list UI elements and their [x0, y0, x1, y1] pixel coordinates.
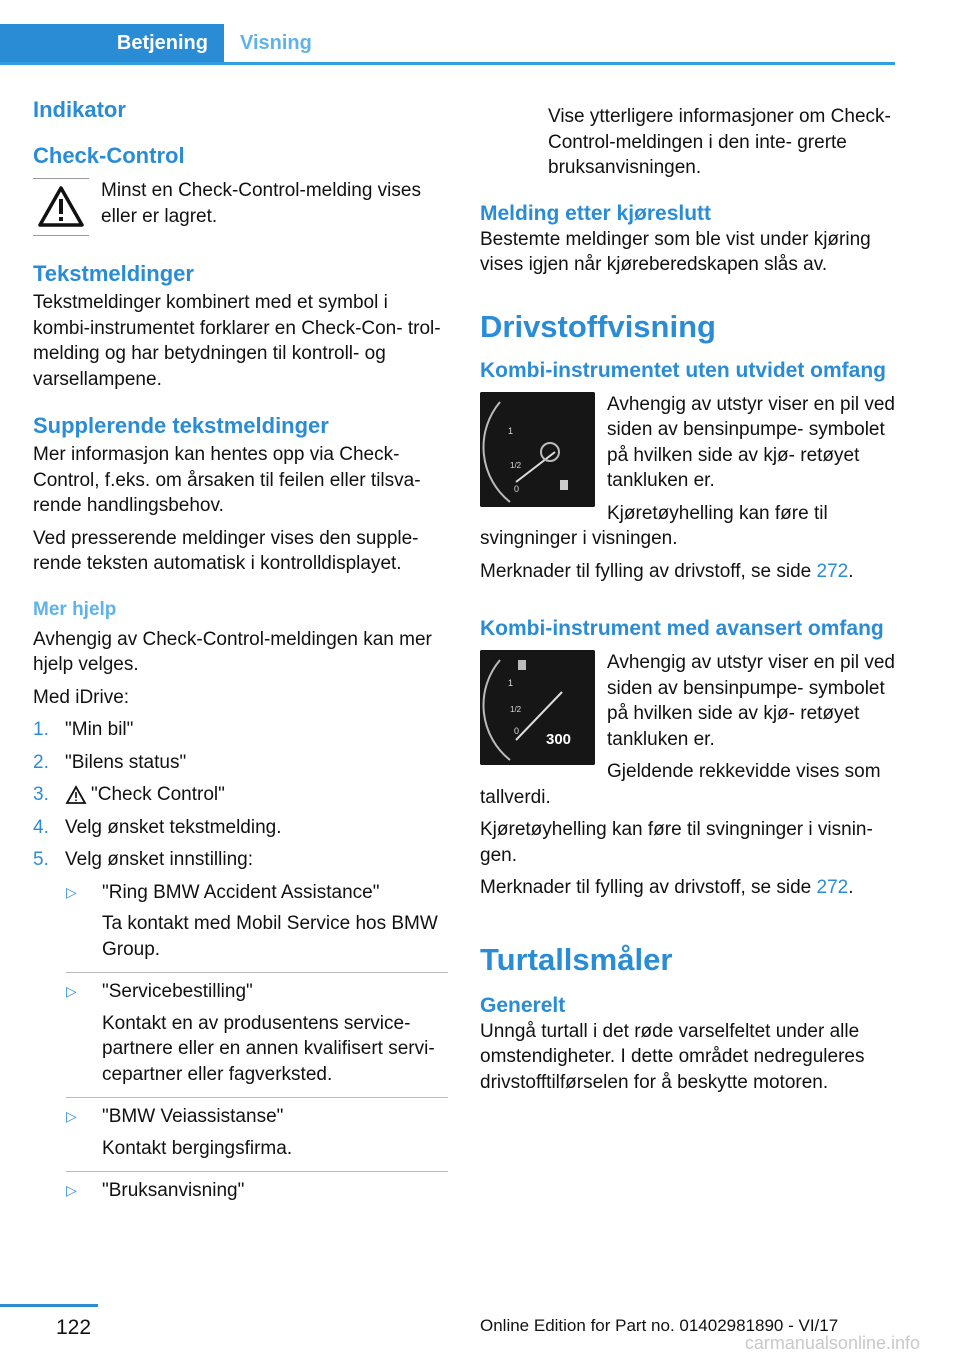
step-number: 1.	[33, 719, 49, 740]
option-desc: Kontakt bergingsfirma.	[102, 1137, 293, 1159]
step-text: "Check Control"	[91, 784, 225, 805]
warning-small-icon	[65, 785, 87, 805]
tekstmeldinger-text: Tekstmeldinger kombinert med et symbol i kombi-instrumentet forklarer en Check-Con- trol-melding og har betydningen til kontroll- og varsellampene.	[33, 292, 441, 390]
option-item	[33, 880, 448, 969]
supplerende-text-1: Mer informasjon kan hentes opp via Check- Control, f.eks. om årsaken til feilen eller tilsva- rende handlingsbehov.	[33, 444, 421, 516]
option-desc: Kontakt en av produsentens service- partnere eller en annen kvalifisert servi- cepartner eller fagverksted.	[102, 1012, 435, 1085]
heading-mer-hjelp: Mer hjelp	[33, 598, 117, 620]
note-text: .	[848, 560, 854, 582]
option-item	[33, 1104, 448, 1167]
heading-turtallsmaler: Turtallsmåler	[480, 941, 673, 977]
heading-generelt: Generelt	[480, 993, 566, 1017]
option-list	[33, 880, 448, 1210]
footer-rule	[0, 1304, 98, 1307]
heading-tekstmeldinger: Tekstmeldinger	[33, 261, 194, 286]
heading-supplerende: Supplerende tekstmeldinger	[33, 413, 329, 438]
check-control-block	[33, 178, 448, 236]
kombi2-note	[480, 875, 895, 901]
step-text: Velg ønsket innstilling:	[65, 849, 253, 870]
kombi2-text-3: Kjøretøyhelling kan føre til svingninger i visnin- gen.	[480, 819, 873, 866]
gauge-label: 1/2	[510, 705, 522, 714]
triangle-bullet-icon: ▷	[66, 1182, 77, 1198]
step-item	[33, 750, 448, 776]
left-column	[33, 96, 448, 1210]
step-item	[33, 782, 448, 808]
divider	[66, 1097, 448, 1098]
heading-melding-etter-kjoreslutt: Melding etter kjøreslutt	[480, 201, 712, 225]
option-title: "BMW Veiassistanse"	[102, 1106, 284, 1127]
step-number: 2.	[33, 751, 49, 773]
divider	[66, 1171, 448, 1172]
gauge-label: 1	[508, 678, 514, 688]
page-number: 122	[56, 1316, 92, 1339]
heading-kombi-avansert: Kombi-instrument med avansert omfang	[480, 617, 884, 640]
gauge-label: 1	[508, 425, 514, 436]
range-value: 300	[546, 731, 572, 748]
generelt-text: Unngå turtall i det røde varselfeltet under alle omstendigheter. I dette området nedreguleres drivstofftilførselen for å beskytte motoren.	[480, 1020, 865, 1093]
continued-text: Vise ytterligere informasjoner om Check-Control-meldingen i den inte- grerte bruksanvisningen.	[548, 106, 891, 178]
warning-triangle-icon	[33, 178, 89, 236]
idrive-steps	[33, 717, 448, 873]
kombi2-text-1: Avhengig av utstyr viser en pil ved siden av bensinpumpe- symbolet på hvilken side av kjø- retøyet tankluken er.	[607, 652, 895, 750]
step-item	[33, 717, 448, 743]
supplerende-text-2: Ved presserende meldinger vises den supple- rende teksten automatisk i kontrolldisplayet.	[33, 527, 419, 574]
option-title: "Ring BMW Accident Assistance"	[102, 881, 380, 903]
note-text: .	[848, 877, 854, 898]
heading-drivstoffvisning: Drivstoffvisning	[480, 308, 716, 344]
tab-visning[interactable]: Visning	[240, 32, 312, 54]
step-text: "Min bil"	[65, 719, 134, 740]
kombi1-text-2: Kjøretøyhelling kan føre til svingninger i visningen.	[480, 502, 828, 549]
divider	[66, 972, 448, 973]
right-column	[480, 104, 895, 1102]
heading-kombi-uten-utvidet: Kombi-instrumentet uten utvidet omfang	[480, 358, 886, 382]
kombi1-text-1: Avhengig av utstyr viser en pil ved siden av bensinpumpe- symbolet på hvilken side av kjø- retøyet tankluken er.	[607, 393, 895, 491]
triangle-bullet-icon: ▷	[66, 1108, 77, 1124]
heading-indikator: Indikator	[33, 97, 126, 122]
kombi1-note	[480, 559, 895, 585]
note-text: Merknader til fylling av drivstoff, se side	[480, 877, 817, 898]
gauge-label: 1/2	[510, 460, 522, 470]
option-desc: Ta kontakt med Mobil Service hos BMW Group.	[102, 913, 438, 960]
gauge-label: 0	[514, 726, 520, 736]
mer-hjelp-text-2: Med iDrive:	[33, 686, 130, 708]
edition-text: Online Edition for Part no. 01402981890 - VI/17	[480, 1316, 839, 1335]
melding-text: Bestemte meldinger som ble vist under kjøring vises igjen når kjøreberedskapen slås av.	[480, 228, 871, 275]
step-number: 5.	[33, 849, 49, 870]
step-number: 4.	[33, 816, 49, 838]
option-title: "Servicebestilling"	[102, 981, 253, 1002]
heading-check-control: Check-Control	[33, 143, 185, 168]
tab-betjening[interactable]: Betjening	[0, 24, 224, 62]
step-text: Velg ønsket tekstmelding.	[65, 816, 282, 838]
step-number: 3.	[33, 784, 49, 805]
triangle-bullet-icon: ▷	[66, 983, 77, 999]
fuel-gauge-image-basic	[480, 392, 595, 507]
gauge-label: 0	[514, 483, 520, 494]
option-title: "Bruksanvisning"	[102, 1180, 245, 1201]
check-control-text: Minst en Check-Control-melding vises eller er lagret.	[101, 180, 421, 227]
watermark: carmanualsonline.info	[744, 1333, 920, 1353]
step-item	[33, 847, 448, 873]
fuel-gauge-image-advanced	[480, 650, 595, 765]
mer-hjelp-text-1: Avhengig av Check-Control-meldingen kan mer hjelp velges.	[33, 628, 432, 675]
step-item	[33, 815, 448, 841]
option-item	[33, 979, 448, 1093]
page-link-272[interactable]: 272	[816, 877, 849, 898]
triangle-bullet-icon: ▷	[66, 883, 77, 900]
page-link-272[interactable]: 272	[816, 560, 849, 582]
step-text: "Bilens status"	[65, 751, 187, 773]
note-text: Merknader til fylling av drivstoff, se side	[480, 560, 817, 582]
option-item	[33, 1178, 448, 1210]
kombi2-text-2: Gjeldende rekkevidde vises som tallverdi.	[480, 761, 881, 808]
